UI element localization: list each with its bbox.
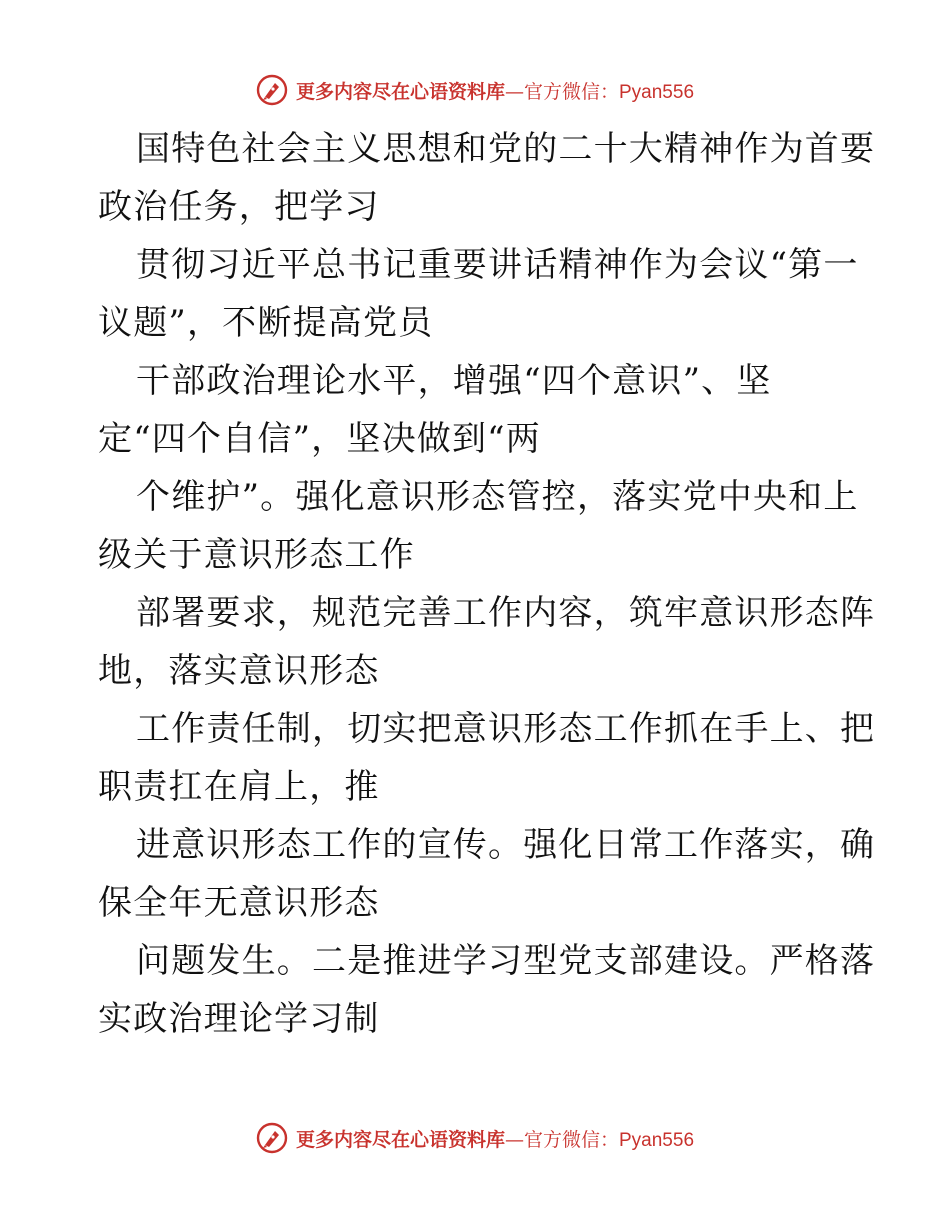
watermark-text [296, 77, 694, 104]
body-line: 工作责任制，切实把意识形态工作抓在手上、把 [136, 709, 876, 749]
body-line: 地，落实意识形态 [98, 651, 380, 691]
body-line: 保全年无意识形态 [98, 883, 380, 923]
pen-nib-logo-icon [256, 74, 288, 106]
watermark-separator: — [504, 1128, 524, 1151]
body-line: 级关于意识形态工作 [98, 535, 415, 575]
footer-watermark [0, 1118, 950, 1158]
body-line: 干部政治理论水平，增强“四个意识”、坚 [136, 361, 772, 401]
body-line: 进意识形态工作的宣传。强化日常工作落实，确 [136, 825, 876, 865]
pen-nib-logo-icon [256, 1122, 288, 1154]
watermark-text [296, 1125, 694, 1152]
body-line: 个维护”。强化意识形态管控，落实党中央和上 [136, 477, 859, 517]
body-line: 政治任务，把学习 [98, 187, 380, 227]
watermark-separator: — [504, 80, 524, 103]
body-line: 定“四个自信”，坚决做到“两 [98, 419, 541, 459]
body-line: 议题”，不断提高党员 [98, 303, 434, 343]
body-line: 部署要求，规范完善工作内容，筑牢意识形态阵 [136, 593, 876, 633]
watermark-site: 更多内容尽在心语资料库 [295, 1128, 505, 1151]
header-watermark [0, 70, 950, 110]
body-line: 职责扛在肩上，推 [98, 767, 380, 807]
body-line: 问题发生。二是推进学习型党支部建设。严格落 [136, 941, 876, 981]
watermark-site: 更多内容尽在心语资料库 [295, 80, 505, 103]
watermark-wechat-id: Pyan556 [619, 1129, 695, 1151]
watermark-wechat-label: 官方微信： [523, 80, 619, 103]
body-line: 实政治理论学习制 [98, 999, 380, 1039]
body-line: 贯彻习近平总书记重要讲话精神作为会议“第一 [136, 245, 859, 285]
document-body [98, 120, 876, 1048]
body-line: 国特色社会主义思想和党的二十大精神作为首要 [136, 129, 876, 169]
watermark-wechat-id: Pyan556 [619, 81, 695, 103]
watermark-wechat-label: 官方微信： [523, 1128, 619, 1151]
